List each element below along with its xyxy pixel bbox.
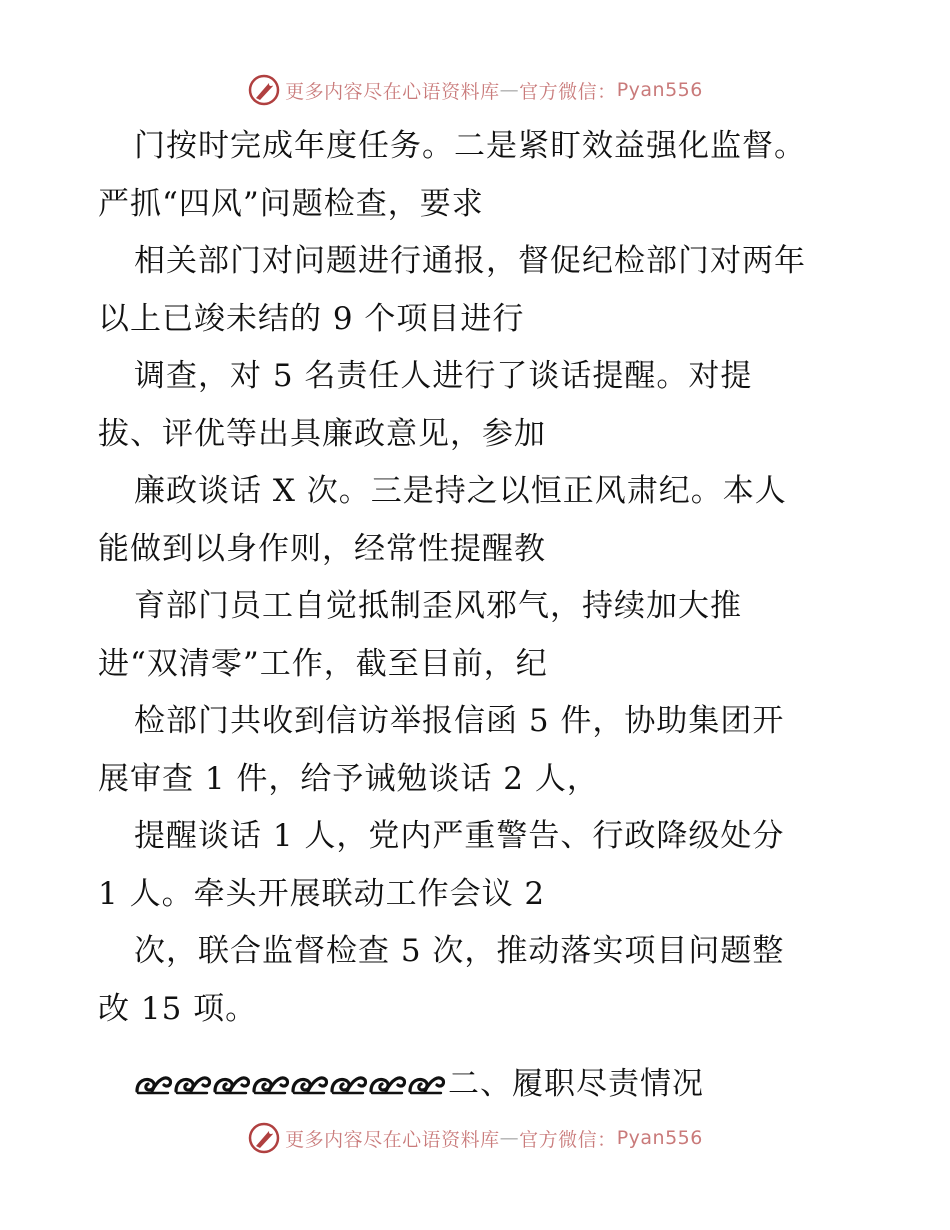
scroll-ornament-icon <box>329 1071 368 1097</box>
pen-nib-circle-icon <box>247 73 281 107</box>
body-text-line: 能做到以身作则，经常性提醒教 <box>98 530 546 567</box>
header-watermark-banner <box>0 70 950 110</box>
banner-account: Pyan556 <box>616 79 703 101</box>
section-heading <box>134 1056 704 1112</box>
body-text-line: 进“双清零”工作，截至目前，纪 <box>98 645 548 682</box>
body-text-line: 门按时完成年度任务。二是紧盯效益强化监督。 <box>134 128 806 164</box>
body-text-line: 以上已竣未结的 9 个项目进行 <box>98 300 525 337</box>
scroll-ornament-icon <box>212 1071 251 1097</box>
scroll-ornament-icon <box>134 1071 173 1097</box>
body-text-line: 拔、评优等出具廉政意见，参加 <box>98 415 546 452</box>
scroll-ornament-icon <box>290 1071 329 1097</box>
pen-nib-circle-icon <box>247 1121 281 1155</box>
ornament-row <box>134 1071 446 1097</box>
banner-text: 更多内容尽在心语资料库 <box>285 1128 500 1151</box>
body-text-line: 调查，对 5 名责任人进行了谈话提醒。对提 <box>134 358 753 394</box>
section-heading-text: 二、履职尽责情况 <box>448 1066 704 1102</box>
banner-label: 官方微信： <box>519 1128 617 1151</box>
body-text-line: 次，联合监督检查 5 次，推动落实项目问题整 <box>134 933 785 969</box>
banner-dash: — <box>499 79 520 101</box>
scroll-ornament-icon <box>173 1071 212 1097</box>
body-text-line: 1 人。牵头开展联动工作会议 2 <box>98 875 546 912</box>
banner-label: 官方微信： <box>519 80 617 103</box>
scroll-ornament-icon <box>407 1071 446 1097</box>
banner-dash: — <box>499 1127 520 1149</box>
body-text-line: 育部门员工自觉抵制歪风邪气，持续加大推 <box>134 588 742 624</box>
body-text-line: 展审查 1 件，给予诫勉谈话 2 人， <box>98 760 599 797</box>
body-text-line: 改 15 项。 <box>98 990 258 1027</box>
body-text-line: 相关部门对问题进行通报，督促纪检部门对两年 <box>134 243 806 279</box>
body-text-line: 廉政谈话 X 次。三是持之以恒正风肃纪。本人 <box>134 473 787 509</box>
body-text-line: 严抓“四风”问题检查，要求 <box>98 185 484 222</box>
scroll-ornament-icon <box>251 1071 290 1097</box>
body-text-line: 提醒谈话 1 人，党内严重警告、行政降级处分 <box>134 818 785 854</box>
banner-text: 更多内容尽在心语资料库 <box>285 80 500 103</box>
body-text-line: 检部门共收到信访举报信函 5 件，协助集团开 <box>134 703 785 739</box>
document-body <box>0 118 950 1038</box>
scroll-ornament-icon <box>368 1071 407 1097</box>
banner-account: Pyan556 <box>616 1127 703 1149</box>
footer-watermark-banner <box>0 1118 950 1158</box>
